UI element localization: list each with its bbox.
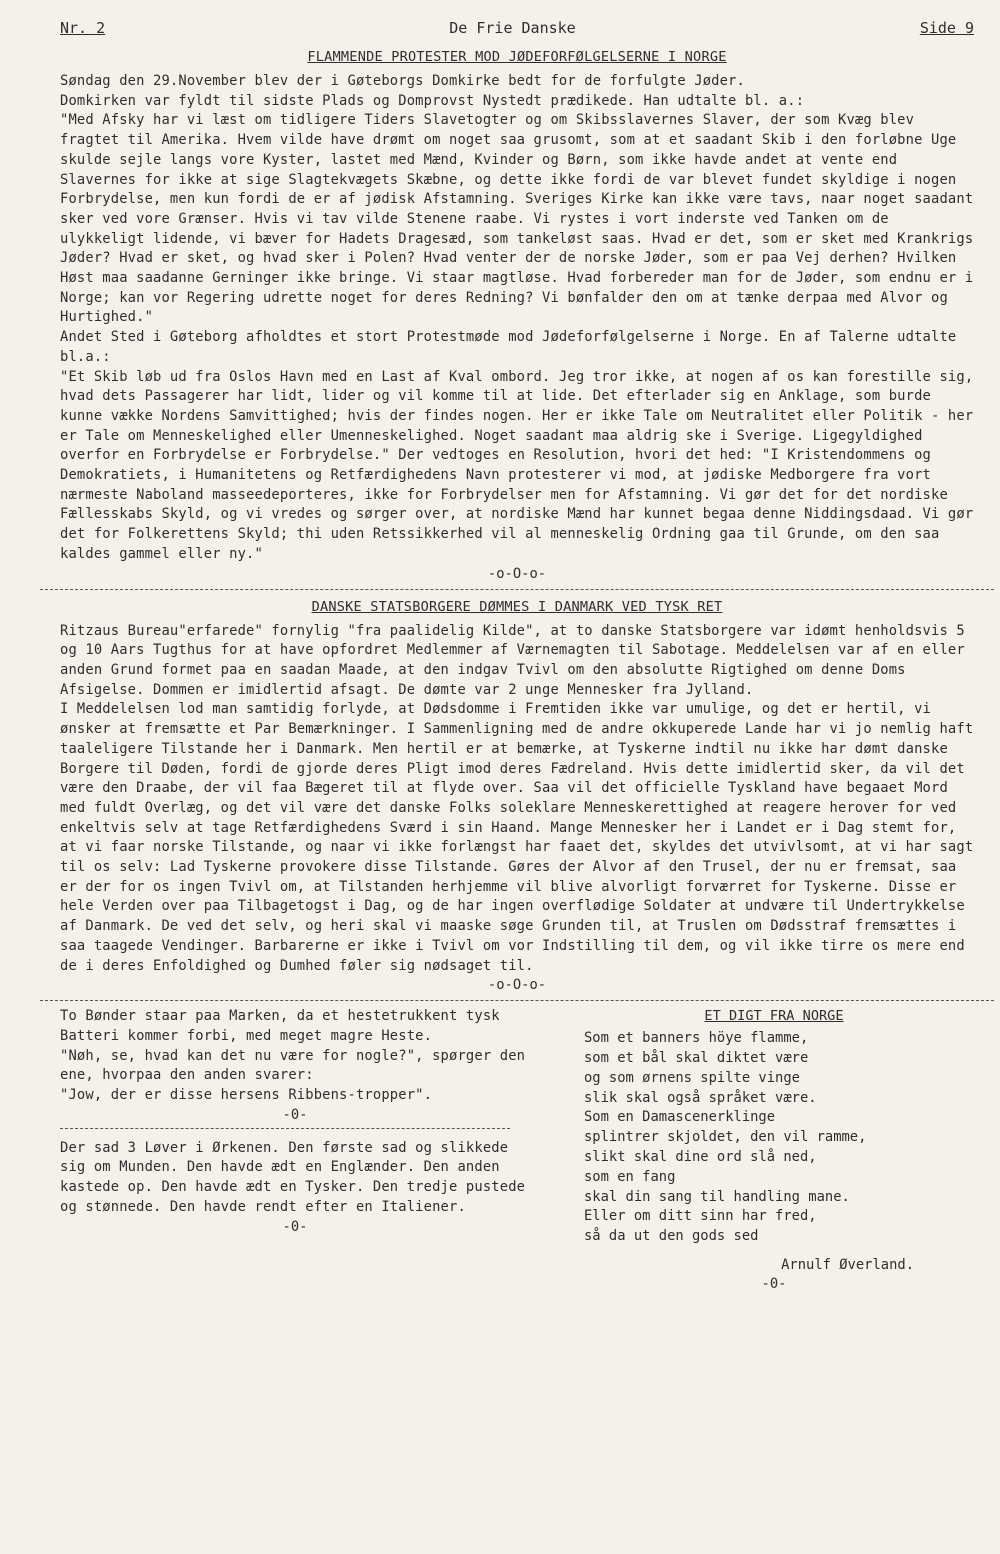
- article2-body: Ritzaus Bureau"erfarede" fornylig "fra paalidelig Kilde", at to danske Statsborgere var idømt henholdsvis 5 og 10 Aars Tugthus for at have opfordret Medlemmer af Værnemagten til Sabotage. Meddelelsen var af en eller anden Grund formet paa en saadan Maade, at den indgav Tvivl om den absolutte Rigtighed om denne Doms Afsigelse. Dommen er imidlertid afsagt. De dømte var 2 unge Mennesker fra Jylland. I Meddelelsen lod man samtidig forlyde, at Dødsdomme i Fremtiden ikke var umulige, og det er hertil, vi ønsker at fremsætte et Par Bemærkninger. I Sammenligning med de andre okkuperede Lande har vi jo nemlig haft taaleligere Tilstande her i Danmark. Men hertil er at bemærke, at Tyskerne indtil nu ikke har dømt danske Borgere til Døden, fordi de gjorde deres Pligt imod deres Fædreland. Hvis dette imidlertid sker, da vil det være den Draabe, der vil faa Bægeret til at flyde over. Saa vil det officielle Tyskland have begaaet Mord med fuldt Overlæg, og det vil være det danske Folks soleklare Menneskerettighed at reagere herover for ved enkeltvis selv at tage Retfærdighedens Sværd i sin Haand. Mange Mennesker her i Landet er i Dag stemt for, at vi faar norske Tilstande, og naar vi ikke forlængst har faaet det, skyldes det utvivlsomt, at vi har sagt til os selv: Lad Tyskerne provokere disse Tilstande. Gøres der Alvor af den Trusel, der nu er fremsat, saa er der for os ingen Tvivl om, at Tilstanden herhjemme vil blive alvorligt forværret for Tyskerne. Disse er hele Verden over paa Tilbagetogst i Dag, og de har ingen overflødige Soldater at undvære til Undertrykkelse af Danmark. De ved det selv, og heri skal vi maaske søge Grunden til, at Truslen om Dødsstraf fremsættes i saa taagede Vendinger. Barbarerne er ikke i Tvivl om vor Indstilling til dem, og vil ikke tirre os mere end de i deres Enfoldighed og Dumhed føler sig nødsaget til.: [60, 622, 974, 974]
- article1-separator: -o-O-o-: [487, 565, 547, 582]
- article1-body: Søndag den 29.November blev der i Gøteborgs Domkirke bedt for de forfulgte Jøder. Domkirken var fyldt til sidste Plads og Domprovst Nystedt prædikede. Han udtalte bl. a.: "Med Afsky har vi læst om tidligere Tiders Slavetogter og om Skibsslavernes Slaver, der som Kvæg blev fragtet til Amerika. Hvem vilde have drømt om noget saa grusomt, som at et saadant Skib i den forløbne Uge skulde sejle langs vore Kyster, lastet med Mænd, Kvinder og Børn, som ikke havde andet at vente end Slavernes for ikke at sige Slagtekvægets Skæbne, og dette ikke fordi de var blevet fundet skyldige i nogen Forbrydelse, men kun fordi de er af jødisk Afstamning. Sveriges Kirke kan ikke være tavs, naar noget saadant sker ved vore Grænser. Hvis vi tav vilde Stenene raabe. Vi rystes i vort inderste ved Tanken om de ulykkeligt lidende, vi bæver for Hadets Dragesæd, som tankeløst saas. Hvad er det, som er sket med Krankrigs Jøder? Hvad er sket, og hvad sker i Polen? Hvad venter der de norske Jøder, som er paa Vej derhen? Hvilken Høst maa saadanne Gerninger ikke bringe. Vi staar magtløse. Hvad forbereder man for de Jøder, som endnu er i Norge; kan vor Regering udrette noget for deres Redning? Vi bønfalder den om at tænke derpaa med Alvor og Hurtighed." Andet Sted i Gøteborg afholdtes et stort Protestmøde mod Jødeforfølgelserne i Norge. En af Talerne udtalte bl.a.: "Et Skib løb ud fra Oslos Havn med en Last af Kval ombord. Jeg tror ikke, at nogen af os kan forestille sig, hvad dets Passagerer har lidt, lider og vil komme til at lide. Det efterlader sig en Anklage, som burde kunne vække Nordens Samvittighed; hvis der findes nogen. Her er ikke Tale om Neutralitet eller Politik - her er Tale om Menneskelighed eller Umenneskelighed. Noget saadant maa aldrig ske i Sverige. Ligegyldighed overfor en Forbrydelse er Forbrydelse." Der vedtoges en Resolution, hvori det hed: "I Kristendommens og Demokratiets, i Humanitetens og Retfærdighedens Navn protesterer vi mod, at jødiske Medborgere fra vort nærmeste Naboland masseedeporteres, ikke for Forbrydelser men for Afstamning. Vi gør det for det nordiske Fællesskabs Skyld, og vi vredes og sørger over, at nordiske Mænd har kunnet begaa denne Niddingsdaad. Vi gør det for Folkerettens Skyld; thi uden Retssikkerhed vil al menneskelig Ordning gaa til Grunde, om den saa kaldes gammel eller ny.": [60, 73, 974, 562]
- poem-lines: Som et banners höye flamme, som et bål skal diktet være og som ørnens spilte vinge slik skal også språket være. Som en Damascenerklinge splintrer skjoldet, den vil ramme, slikt skal dine ord slå ned, som en fang skal din sang til handling mane. Eller om ditt sinn har fred, så da ut den gods sed: [584, 1030, 867, 1245]
- anecdote2-separator: -0-: [282, 1218, 308, 1235]
- anecdote2-body: Der sad 3 Løver i Ørkenen. Den første sad og slikkede sig om Munden. Den havde ædt en Englænder. Den anden kastede op. Den havde ædt en Tysker. Den tredje pustede og stønnede. Den havde rendt efter en Italiener.: [60, 1139, 526, 1215]
- paper-name: De Frie Danske: [449, 19, 576, 37]
- article2-separator: -o-O-o-: [487, 977, 547, 994]
- poem-author: Arnulf Øverland.: [781, 1257, 914, 1273]
- anecdote1-separator: -0-: [282, 1106, 308, 1123]
- bottom-columns: [60, 1007, 974, 1295]
- anecdote-column: [60, 1007, 530, 1295]
- article2-title: DANSKE STATSBORGERE DØMMES I DANMARK VED TYSK RET: [311, 598, 723, 615]
- issue-number: Nr. 2: [60, 19, 106, 37]
- section-divider: [40, 589, 994, 590]
- poem-separator: -0-: [761, 1276, 787, 1292]
- poem-title: ET DIGT FRA NORGE: [704, 1008, 844, 1025]
- column-divider: [60, 1128, 510, 1129]
- article1-title: FLAMMENDE PROTESTER MOD JØDEFORFØLGELSERNE I NORGE: [307, 49, 727, 65]
- page-number: Side 9: [919, 19, 974, 37]
- poem-column: [574, 1007, 974, 1295]
- page-header: [60, 18, 974, 40]
- section-divider: [40, 1000, 994, 1001]
- anecdote1-body: To Bønder staar paa Marken, da et hestetrukkent tysk Batteri kommer forbi, med meget magre Heste. "Nøh, se, hvad kan det nu være for nogle?", spørger den ene, hvorpaa den anden svarer: "Jow, der er disse hersens Ribbens-tropper".: [60, 1008, 526, 1104]
